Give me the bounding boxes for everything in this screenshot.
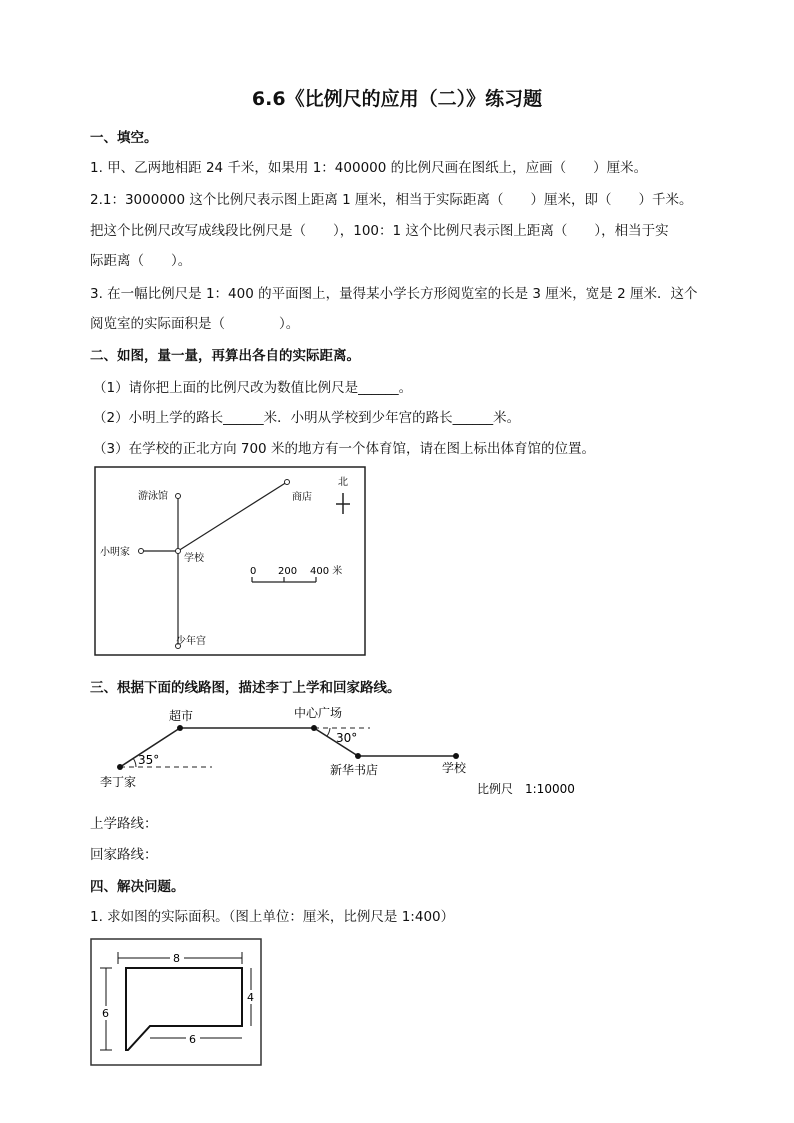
question-1-2-line1: 2.1：3000000 这个比例尺表示图上距离 1 厘米，相当于实际距离（ ）厘米，即（ ）千米。 <box>90 192 693 208</box>
plaza-point <box>311 725 317 731</box>
floor-plan-figure <box>90 938 265 1068</box>
angle-arc-35 <box>133 758 136 767</box>
section-2-part-2: （2）小明上学的路长______米．小明从学校到少年宫的路长______米。 <box>93 410 521 426</box>
school-point <box>176 549 181 554</box>
angle-arc-30 <box>327 728 330 736</box>
label-plaza: 中心广场 <box>294 706 343 720</box>
bookstore-point <box>355 753 361 759</box>
scale-label-200: 200 <box>278 566 298 577</box>
label-shop: 商店 <box>292 492 312 503</box>
page-title: 6.6《比例尺的应用（二）》练习题 <box>251 88 543 110</box>
section-4-heading: 四、解决问题。 <box>90 879 185 895</box>
section-2-part-3: （3）在学校的正北方向 700 米的地方有一个体育馆，请在图上标出体育馆的位置。 <box>93 441 595 457</box>
label-school: 学校 <box>184 553 204 564</box>
back-route-label: 回家路线： <box>90 847 158 863</box>
supermarket-point <box>177 725 183 731</box>
question-1-1: 1. 甲、乙两地相距 24 千米，如果用 1：400000 的比例尺画在图纸上，应画（ ）厘米。 <box>90 160 648 176</box>
label-angle-30: 30° <box>336 731 358 745</box>
section-2-part-1: （1）请你把上面的比例尺改为数值比例尺是______。 <box>93 380 413 396</box>
dim-right: 4 <box>247 991 254 1004</box>
question-1-2-line2: 把这个比例尺改写成线段比例尺是（ ），100：1 这个比例尺表示图上距离（ ），相当于实 <box>90 223 669 239</box>
label-bookstore: 新华书店 <box>330 763 379 777</box>
home-point <box>139 549 144 554</box>
city-map-figure <box>94 466 366 656</box>
scale-label-400: 400 米 <box>310 566 343 577</box>
label-route-scale: 比例尺 1:10000 <box>477 782 575 796</box>
label-school: 学校 <box>442 761 467 775</box>
north-arrow-icon <box>336 493 350 514</box>
route-map-figure <box>90 700 600 800</box>
scale-label-0: 0 <box>250 566 257 577</box>
shop-point <box>285 480 290 485</box>
question-1-3-line2: 阅览室的实际面积是（ ）。 <box>90 316 300 332</box>
dim-bottom: 6 <box>189 1033 196 1046</box>
map-frame <box>95 467 365 655</box>
label-youth-palace: 少年宫 <box>176 636 206 647</box>
school-point <box>453 753 459 759</box>
label-north: 北 <box>338 477 348 488</box>
go-route-label: 上学路线： <box>90 816 158 832</box>
label-supermarket: 超市 <box>169 709 194 723</box>
section-2-heading: 二、如图，量一量，再算出各自的实际距离。 <box>90 348 360 364</box>
label-swim: 游泳馆 <box>138 491 168 502</box>
question-1-2-line3: 际距离（ ）。 <box>90 253 192 269</box>
dim-top: 8 <box>173 952 180 965</box>
label-home: 李丁家 <box>100 775 137 789</box>
swim-point <box>176 494 181 499</box>
home-point <box>117 764 123 770</box>
dim-left: 6 <box>102 1007 109 1020</box>
section-1-heading: 一、填空。 <box>90 130 158 146</box>
section-3-heading: 三、根据下面的线路图，描述李丁上学和回家路线。 <box>90 680 401 696</box>
road-to-shop <box>178 482 287 551</box>
route-line <box>120 728 456 767</box>
line-scale-bar <box>252 577 316 582</box>
label-home: 小明家 <box>100 547 130 558</box>
label-angle-35: 35° <box>138 753 160 767</box>
question-4-1: 1. 求如图的实际面积。（图上单位：厘米，比例尺是 1:400） <box>90 909 455 925</box>
question-1-3-line1: 3. 在一幅比例尺是 1：400 的平面图上，量得某小学长方形阅览室的长是 3 厘米，宽是 2 厘米．这个 <box>90 286 698 302</box>
